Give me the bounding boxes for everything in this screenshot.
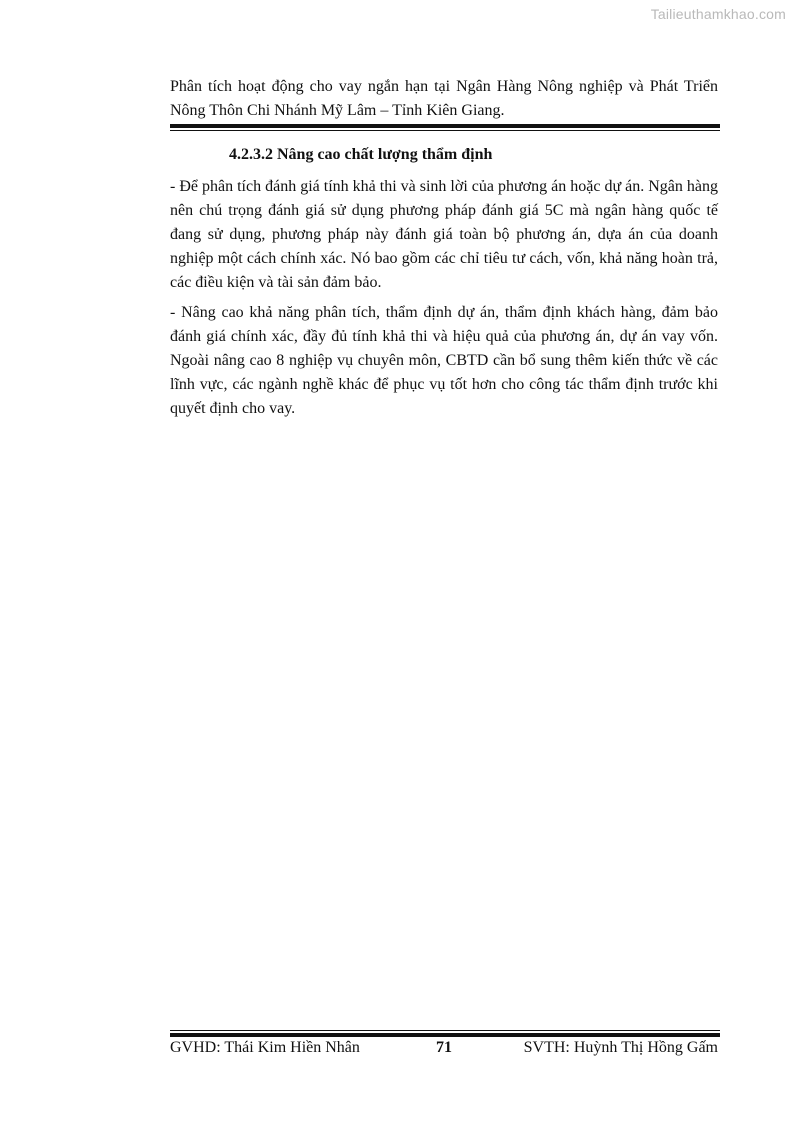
section-heading: 4.2.3.2 Nâng cao chất lượng thẩm định (229, 146, 493, 163)
footer-student: SVTH: Huỳnh Thị Hồng Gấm (523, 1039, 718, 1056)
footer-divider (170, 1030, 720, 1037)
body-paragraph-1: - Để phân tích đánh giá tính khả thi và sinh lời của phương án hoặc dự án. Ngân hàng nên chú trọng đánh giá sử dụng phương pháp đánh giá 5C mà ngân hàng quốc tế đang sử dụng, phương pháp này đánh giá toàn bộ phương án, dựa án của doanh nghiệp một cách chính xác. Nó bao gồm các chỉ tiêu tư cách, vốn, khả năng hoàn trả, các điều kiện và tài sản đảm bảo. (170, 178, 718, 291)
watermark-text: Tailieuthamkhao.com (650, 6, 786, 22)
page-footer (170, 1039, 718, 1061)
page-number: 71 (436, 1039, 452, 1056)
section-body (170, 175, 718, 427)
header-divider (170, 124, 720, 131)
footer-advisor: GVHD: Thái Kim Hiền Nhân (170, 1039, 360, 1056)
body-paragraph-2: - Nâng cao khả năng phân tích, thẩm định dự án, thẩm định khách hàng, đảm bảo đánh giá chính xác, đầy đủ tính khả thi và hiệu quả của phương án, dự án vay vốn. Ngoài nâng cao 8 nghiệp vụ chuyên môn, CBTD cần bổ sung thêm kiến thức về các lĩnh vực, các ngành nghề khác để phục vụ tốt hơn cho công tác thẩm định trước khi quyết định cho vay. (170, 304, 718, 417)
document-header-title: Phân tích hoạt động cho vay ngắn hạn tại Ngân Hàng Nông nghiệp và Phát Triển Nông Thôn Chi Nhánh Mỹ Lâm – Tỉnh Kiên Giang. (170, 78, 718, 119)
